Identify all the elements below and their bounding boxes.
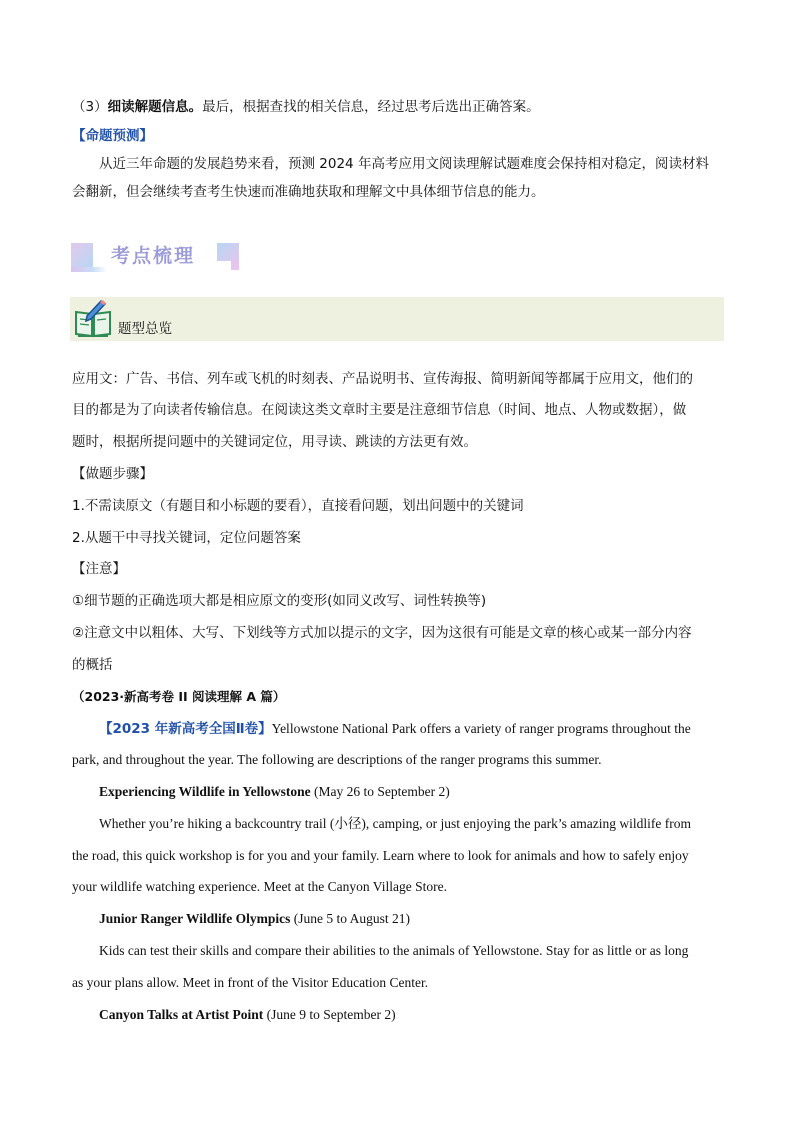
program-1-title: Experiencing Wildlife in Yellowstone <box>99 784 311 799</box>
prediction-line-1: 从近三年命题的发展趋势来看，预测 2024 年高考应用文阅读理解试题难度会保持相对稳定，阅读材料 <box>99 156 709 172</box>
prediction-label: 【命题预测】 <box>72 128 153 144</box>
program-3-dates: (June 9 to September 2) <box>263 1007 396 1022</box>
example-intro-line-2: park, and throughout the year. The following are descriptions of the ranger programs this summer. <box>72 752 602 767</box>
step3-bold: 细读解题信息。 <box>107 99 203 115</box>
program-1-desc-line-1: Whether you’re hiking a backcountry trail (小径), camping, or just enjoying the park’s amazing wildlife from <box>99 816 691 831</box>
program-2-heading <box>99 910 410 928</box>
program-1-desc-line-3: your wildlife watching experience. Meet at the Canyon Village Store. <box>72 879 447 894</box>
program-3-title: Canyon Talks at Artist Point <box>99 1007 264 1022</box>
type-overview-bar <box>70 297 724 341</box>
program-2-title: Junior Ranger Wildlife Olympics <box>99 911 291 926</box>
note-2-line-2: 的概括 <box>72 657 113 673</box>
program-1-heading <box>99 783 450 801</box>
program-2-dates: (June 5 to August 21) <box>290 911 411 926</box>
note-1: ①细节题的正确选项大都是相应原文的变形(如同义改写、词性转换等) <box>72 593 487 609</box>
step-2: 2.从题干中寻找关键词，定位问题答案 <box>72 530 301 546</box>
steps-label: 【做题步骤】 <box>72 466 153 482</box>
heading-decoration-right <box>217 243 239 261</box>
program-3-heading <box>99 1006 396 1024</box>
overview-line-2: 目的都是为了向读者传输信息。在阅读这类文章时主要是注意细节信息（时间、地点、人物或数据），做 <box>72 402 687 418</box>
heading-decoration-right-tail <box>231 261 239 270</box>
type-overview-label: 题型总览 <box>118 321 172 337</box>
program-1-desc-line-2: the road, this quick workshop is for you and your family. Learn where to look for animals and how to safely enjoy <box>72 848 689 863</box>
example-tag: 【2023 年新高考全国Ⅱ卷】 <box>99 721 272 737</box>
note-2-line-1: ②注意文中以粗体、大写、下划线等方式加以提示的文字，因为这很有可能是文章的核心或某一部分内容 <box>72 625 692 641</box>
program-2-desc-line-2: as your plans allow. Meet in front of the Visitor Education Center. <box>72 975 429 990</box>
prediction-line-2: 会翻新，但会继续考查考生快速而准确地获取和理解文中具体细节信息的能力。 <box>72 184 545 200</box>
example-intro-line-1 <box>99 720 691 738</box>
notes-label: 【注意】 <box>72 561 126 577</box>
step3-prefix: （3） <box>72 99 108 115</box>
book-pencil-icon <box>73 298 113 338</box>
heading-decoration-left <box>71 243 93 267</box>
section-title: 考点梳理 <box>111 245 196 267</box>
overview-line-1: 应用文：广告、书信、列车或飞机的时刻表、产品说明书、宣传海报、简明新闻等都属于应用文，他们的 <box>72 371 693 387</box>
program-1-dates: (May 26 to September 2) <box>310 784 450 799</box>
step3-line <box>72 98 540 116</box>
step-1: 1.不需读原文（有题目和小标题的要看），直接看问题，划出问题中的关键词 <box>72 498 524 514</box>
example-intro-text: Yellowstone National Park offers a variety of ranger programs throughout the <box>271 721 691 736</box>
program-2-desc-line-1: Kids can test their skills and compare their abilities to the animals of Yellowstone. Stay for as little or as long <box>99 943 689 958</box>
overview-line-3: 题时，根据所提问题中的关键词定位，用寻读、跳读的方法更有效。 <box>72 434 477 450</box>
section-heading <box>71 243 241 273</box>
heading-decoration-underline <box>71 267 107 272</box>
example-source: （2023·新高考卷 II 阅读理解 A 篇） <box>72 689 286 704</box>
step3-rest: 最后，根据查找的相关信息，经过思考后选出正确答案。 <box>202 99 540 115</box>
